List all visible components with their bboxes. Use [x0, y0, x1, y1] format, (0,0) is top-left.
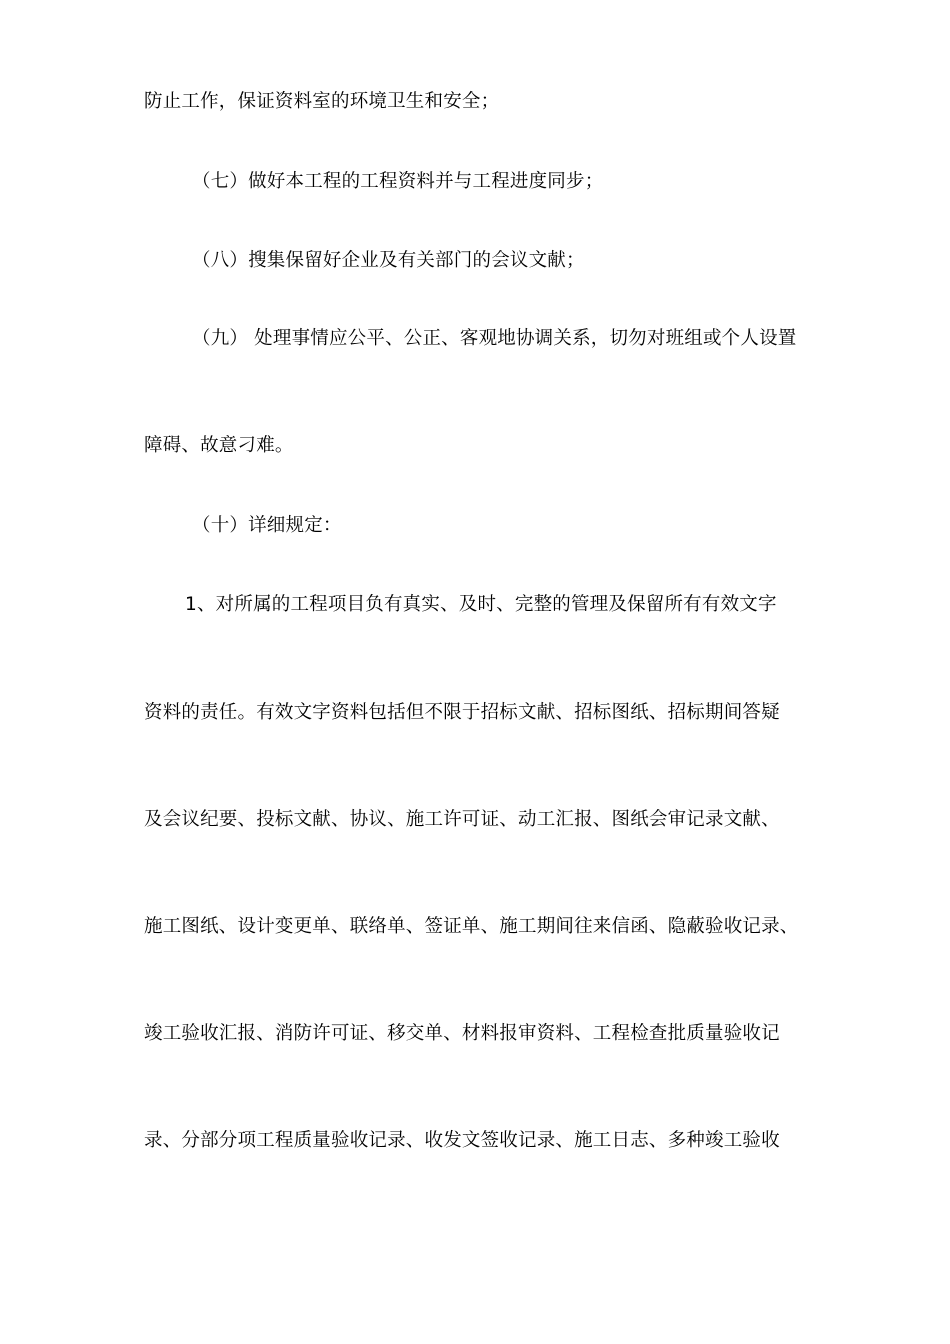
- paragraph-line: 施工图纸、设计变更单、联络单、签证单、施工期间往来信函、隐蔽验收记录、: [144, 916, 799, 937]
- numbered-item-one: 1、对所属的工程项目负有真实、及时、完整的管理及保留所有有效文字: [185, 594, 777, 615]
- list-item-eight: （八）搜集保留好企业及有关部门的会议文献；: [192, 250, 585, 271]
- paragraph-line: 防止工作，保证资料室的环境卫生和安全；: [144, 91, 500, 112]
- list-item-seven: （七）做好本工程的工程资料并与工程进度同步；: [192, 171, 604, 192]
- list-item-nine: （九） 处理事情应公平、公正、客观地协调关系，切勿对班组或个人设置: [192, 328, 797, 349]
- paragraph-line: 资料的责任。有效文字资料包括但不限于招标文献、招标图纸、招标期间答疑: [144, 702, 780, 723]
- paragraph-line: 竣工验收汇报、消防许可证、移交单、材料报审资料、工程检查批质量验收记: [144, 1023, 780, 1044]
- paragraph-line: 障碍、故意刁难。: [144, 435, 294, 456]
- list-item-ten: （十）详细规定：: [192, 515, 342, 536]
- paragraph-line: 及会议纪要、投标文献、协议、施工许可证、动工汇报、图纸会审记录文献、: [144, 809, 780, 830]
- paragraph-line: 录、分部分项工程质量验收记录、收发文签收记录、施工日志、多种竣工验收: [144, 1130, 780, 1151]
